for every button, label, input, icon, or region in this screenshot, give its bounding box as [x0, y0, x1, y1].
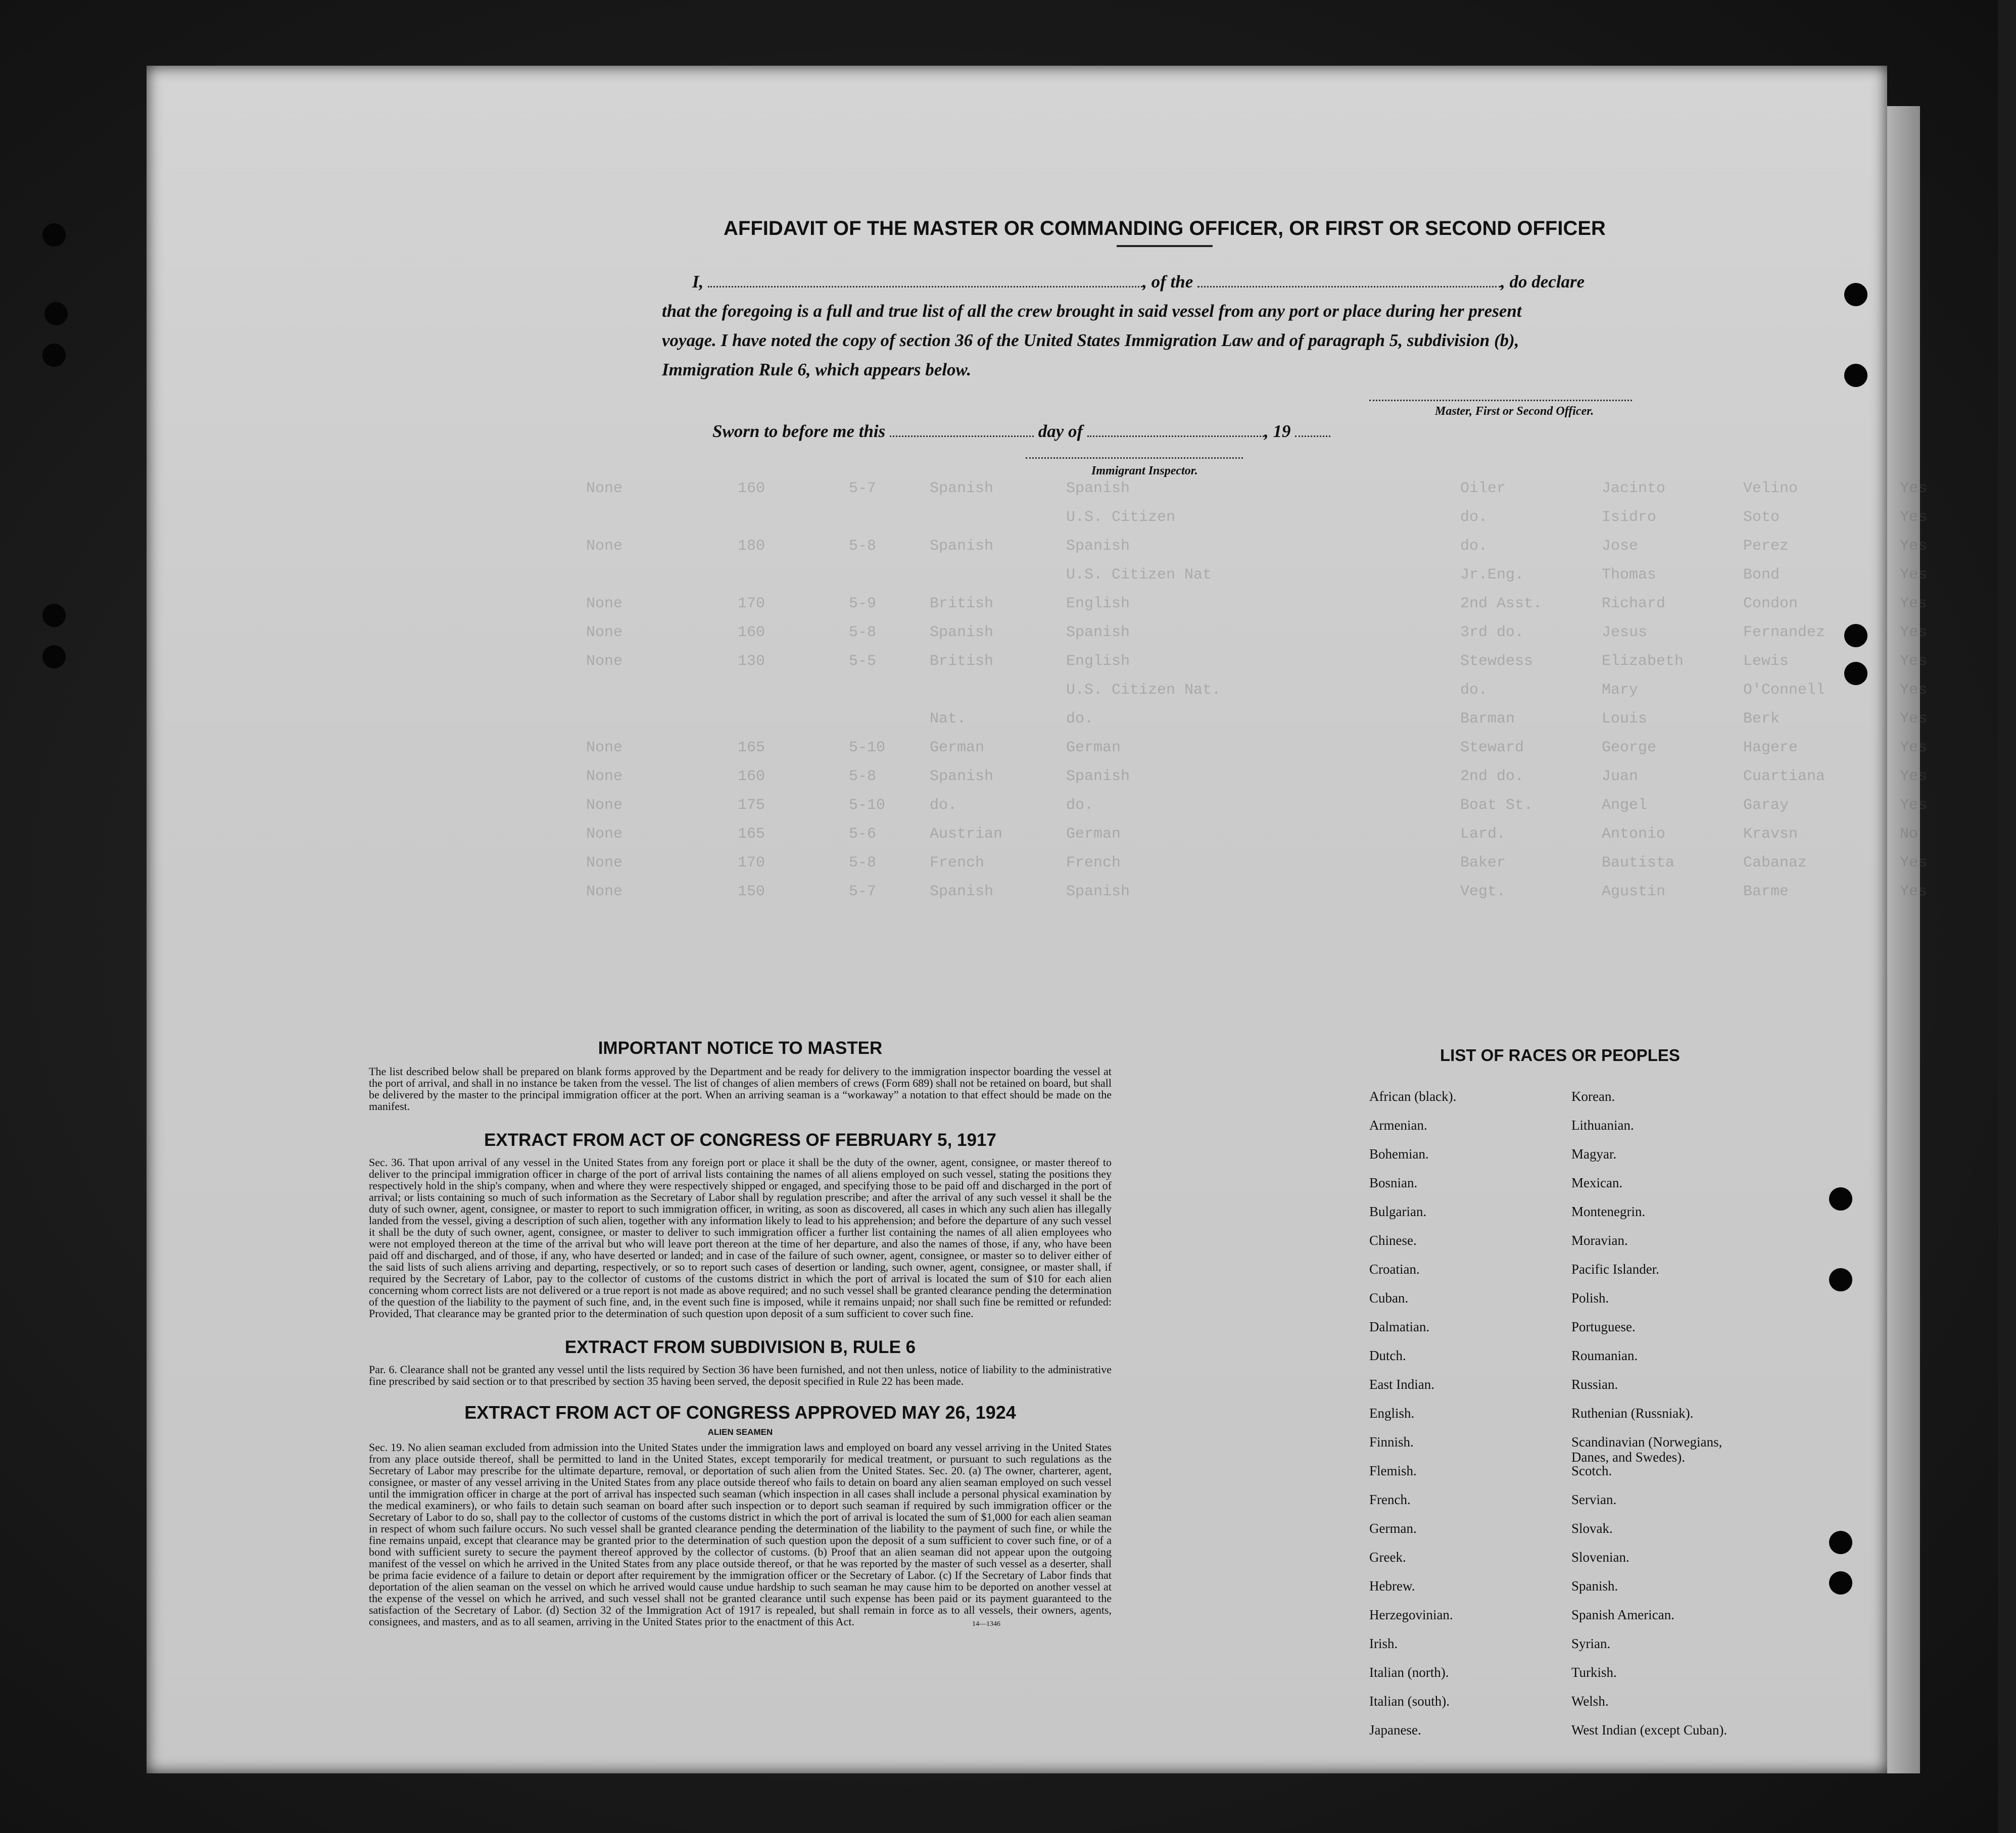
ghost-cell-marks: None — [586, 739, 623, 756]
ghost-cell-nat: Spanish — [1066, 768, 1130, 785]
ghost-cell-nat: do. — [1066, 710, 1094, 728]
race-right-12: Scandinavian (Norwegians, Danes, and Swedes). — [1571, 1434, 1722, 1465]
punch-hole-right-1 — [1844, 283, 1867, 306]
extract-1924-title: EXTRACT FROM ACT OF CONGRESS APPROVED MAY 26, 1924 — [464, 1402, 1016, 1423]
day-of-label: day of — [1038, 421, 1083, 441]
races-title: LIST OF RACES OR PEOPLES — [1440, 1046, 1680, 1065]
race-right-0: Korean. — [1571, 1089, 1615, 1104]
ghost-cell-nat: English — [1066, 653, 1130, 670]
ghost-cell-marks: None — [586, 768, 623, 785]
race-right-3: Mexican. — [1571, 1175, 1623, 1190]
ghost-cell-given: Antonio — [1602, 826, 1666, 843]
ghost-cell-surname: Velino — [1743, 480, 1798, 497]
race-right-11: Ruthenian (Russniak). — [1571, 1406, 1694, 1421]
ghost-cell-surname: Cabanaz — [1743, 854, 1807, 872]
ghost-cell-ht: 5-8 — [849, 624, 877, 641]
ghost-cell-given: Jacinto — [1602, 480, 1666, 497]
form-number: 14—1346 — [972, 1620, 1000, 1628]
race-right-10: Russian. — [1571, 1377, 1618, 1392]
ghost-cell-status: 3rd do. — [1460, 624, 1524, 641]
race-right-18: Spanish American. — [1571, 1607, 1674, 1622]
ghost-cell-status: Stewdess — [1460, 653, 1533, 670]
of-the-label: , of the — [1142, 272, 1193, 292]
race-right-17: Spanish. — [1571, 1578, 1618, 1594]
year-prefix-label: , 19 — [1264, 421, 1291, 441]
ghost-row — [298, 883, 2016, 912]
ghost-cell-surname: Barme — [1743, 883, 1789, 900]
ghost-cell-given: Jose — [1602, 538, 1639, 555]
ghost-cell-nat: German — [1066, 826, 1121, 843]
ghost-cell-surname: Cuartiana — [1743, 768, 1826, 785]
race-right-22: West Indian (except Cuban). — [1571, 1722, 1727, 1738]
race-left-21: Italian (south). — [1369, 1694, 1450, 1709]
ghost-cell-marks: None — [586, 538, 623, 555]
race-right-4: Montenegrin. — [1571, 1204, 1646, 1219]
ghost-cell-status: Baker — [1460, 854, 1506, 872]
race-right-9: Roumanian. — [1571, 1348, 1638, 1363]
ghost-cell-nat: French — [1066, 854, 1121, 872]
punch-hole-left-1 — [42, 223, 66, 247]
ghost-row — [298, 595, 2016, 624]
affidavit-title: AFFIDAVIT OF THE MASTER OR COMMANDING OFFICER, OR FIRST OR SECOND OFFICER — [724, 217, 1606, 239]
ghost-cell-yes: Yes — [1900, 538, 1928, 555]
ghost-cell-surname: Berk — [1743, 710, 1780, 728]
ghost-cell-ht: 5-8 — [849, 768, 877, 785]
ghost-cell-yes: No — [1900, 826, 1918, 843]
ghost-cell-surname: Condon — [1743, 595, 1798, 612]
race-left-17: Hebrew. — [1369, 1578, 1415, 1594]
race-right-8: Portuguese. — [1571, 1319, 1636, 1334]
ghost-row — [298, 768, 2016, 797]
ghost-cell-wt: 130 — [738, 653, 765, 670]
ghost-cell-surname: Lewis — [1743, 653, 1789, 670]
race-left-7: Cuban. — [1369, 1290, 1409, 1306]
inspector-label: Immigrant Inspector. — [1091, 464, 1198, 477]
ghost-cell-status: do. — [1460, 682, 1488, 699]
race-right-13: Scotch. — [1571, 1463, 1612, 1478]
race-left-15: German. — [1369, 1521, 1417, 1536]
ghost-cell-marks: None — [586, 797, 623, 814]
punch-hole-right-5 — [1829, 1187, 1852, 1211]
extract-1917-title: EXTRACT FROM ACT OF CONGRESS OF FEBRUARY 5, 1917 — [484, 1130, 996, 1150]
ghost-cell-yes: Yes — [1900, 653, 1928, 670]
punch-hole-right-8 — [1829, 1571, 1852, 1595]
ghost-cell-nat: do. — [1066, 797, 1094, 814]
sworn-line — [662, 417, 1667, 446]
affidavit-line-2: that the foregoing is a full and true list of all the crew brought in said vessel from any port or place during her present — [662, 301, 1522, 321]
race-left-19: Irish. — [1369, 1636, 1398, 1651]
ghost-row — [298, 624, 2016, 653]
ghost-cell-wt: 180 — [738, 538, 765, 555]
ghost-cell-given: Angel — [1602, 797, 1648, 814]
race-left-14: French. — [1369, 1492, 1411, 1507]
ghost-cell-given: Richard — [1602, 595, 1666, 612]
ghost-cell-ht: 5-9 — [849, 595, 877, 612]
race-left-13: Flemish. — [1369, 1463, 1417, 1478]
ghost-cell-surname: Hagere — [1743, 739, 1798, 756]
race-left-3: Bosnian. — [1369, 1175, 1418, 1190]
ghost-cell-marks: None — [586, 624, 623, 641]
extract-1924-body: Sec. 19. No alien seaman excluded from admission into the United States under the immigration laws and employed on board any vessel arriving in the United States from any place outside thereof, shall be permitted to land in the United States, except temporarily for medical treatment, or pursuant to such regulations as the Secretary of Labor may prescribe for the ultimate departure, removal, or deportation of such alien from the United States. Sec. 20. (a) The owner, charterer, agent, consignee, or master of any vessel arriving in the United States from any place outside thereof who fails to detain on board any alien seaman employed on such vessel until the immigration officer in charge at the port of arrival has inspected such seaman (which inspection in all cases shall include a personal physical examination by the medical examiners), or who fails to detain such seaman on board after such inspection or to deport such seaman if required by such immigration officer or the Secretary of Labor to do so, shall pay to the collector of customs of the customs district in which the port of arrival is located the sum of $1,000 for each alien seaman in respect of whom such failure occurs. No such vessel shall be granted clearance pending the determination of the liability to the payment of such fine, or while the fine remains unpaid, except that clearance may be granted prior to the determination of such question upon the deposit of a sum sufficient to cover such fine, or of a bond with sufficient surety to secure the payment thereof approved by the collector of customs. (b) Proof that an alien seaman did not appear upon the outgoing manifest of the vessel on which he arrived in the United States from any place outside thereof, or that he was reported by the master of such vessel as a deserter, shall be prima facie evidence of a failure to detain or deport after requirement by the immigration officer or the Secretary of Labor. (c) If the Secretary of Labor finds that deportation of the alien seaman on the vessel on which he arrived would cause undue hardship to such seaman he may cause him to be deported on another vessel at the expense of the vessel on which he arrived, and such vessel shall not be granted clearance until such expense has been paid or its payment guaranteed to the satisfaction of the Secretary of Labor. (d) Section 32 of the Immigration Act of 1917 is repealed, but shall remain in force as to all vessels, their owners, agents, consignees, and masters, and as to all seamen, arriving in the United States prior to the enactment of this Act. — [369, 1441, 1112, 1628]
bleed-through-crew-table — [298, 480, 2016, 912]
ghost-cell-nat: U.S. Citizen Nat. — [1066, 682, 1221, 699]
ghost-cell-race: British — [930, 653, 994, 670]
ghost-cell-race: German — [930, 739, 985, 756]
ghost-cell-status: Vegt. — [1460, 883, 1506, 900]
race-right-16: Slovenian. — [1571, 1550, 1629, 1565]
race-left-22: Japanese. — [1369, 1722, 1421, 1738]
ghost-cell-nat: Spanish — [1066, 538, 1130, 555]
race-right-21: Welsh. — [1571, 1694, 1609, 1709]
ghost-cell-wt: 165 — [738, 826, 765, 843]
ghost-cell-marks: None — [586, 595, 623, 612]
affidavit-line-4: Immigration Rule 6, which appears below. — [662, 360, 972, 379]
ghost-cell-ht: 5-5 — [849, 653, 877, 670]
ghost-cell-nat: U.S. Citizen Nat — [1066, 566, 1212, 584]
ghost-cell-given: Thomas — [1602, 566, 1657, 584]
ghost-cell-race: French — [930, 854, 985, 872]
sworn-year-field[interactable] — [1295, 436, 1330, 437]
ghost-cell-yes: Yes — [1900, 854, 1928, 872]
ghost-row — [298, 739, 2016, 768]
race-left-16: Greek. — [1369, 1550, 1406, 1565]
sworn-day-field[interactable] — [890, 436, 1034, 437]
ghost-cell-yes: Yes — [1900, 509, 1928, 526]
ghost-cell-given: Agustin — [1602, 883, 1666, 900]
race-right-19: Syrian. — [1571, 1636, 1611, 1651]
ghost-cell-ht: 5-7 — [849, 480, 877, 497]
punch-hole-left-5 — [42, 645, 66, 668]
ghost-cell-yes: Yes — [1900, 797, 1928, 814]
ghost-cell-race: do. — [930, 797, 957, 814]
ghost-cell-race: Nat. — [930, 710, 967, 728]
race-right-1: Lithuanian. — [1571, 1118, 1634, 1133]
race-left-5: Chinese. — [1369, 1233, 1417, 1248]
ghost-cell-wt: 170 — [738, 854, 765, 872]
ghost-cell-yes: Yes — [1900, 768, 1928, 785]
ghost-cell-yes: Yes — [1900, 595, 1928, 612]
punch-hole-left-4 — [42, 604, 66, 627]
race-left-2: Bohemian. — [1369, 1146, 1429, 1162]
ghost-cell-status: Jr.Eng. — [1460, 566, 1524, 584]
ghost-cell-wt: 160 — [738, 768, 765, 785]
ghost-cell-marks: None — [586, 480, 623, 497]
master-signature-label: Master, First or Second Officer. — [1435, 405, 1594, 418]
sworn-month-field[interactable] — [1087, 436, 1264, 437]
ghost-cell-status: 2nd Asst. — [1460, 595, 1543, 612]
ghost-row — [298, 797, 2016, 826]
ghost-cell-status: Oiler — [1460, 480, 1506, 497]
inspector-signature-line[interactable] — [1026, 457, 1243, 459]
ghost-cell-given: Elizabeth — [1602, 653, 1684, 670]
ghost-cell-surname: Kravsn — [1743, 826, 1798, 843]
ghost-cell-yes: Yes — [1900, 739, 1928, 756]
title-rule — [1117, 245, 1213, 247]
ghost-cell-given: Mary — [1602, 682, 1639, 699]
ghost-cell-yes: Yes — [1900, 624, 1928, 641]
race-left-20: Italian (north). — [1369, 1665, 1449, 1680]
ghost-cell-race: Spanish — [930, 624, 994, 641]
ghost-cell-nat: German — [1066, 739, 1121, 756]
ghost-cell-marks: None — [586, 854, 623, 872]
master-signature-line[interactable] — [1369, 400, 1632, 401]
ghost-cell-marks: None — [586, 883, 623, 900]
affidavit-line-3: voyage. I have noted the copy of section 36 of the United States Immigration Law and of paragraph 5, subdivision (b), — [662, 330, 1519, 350]
ghost-cell-given: Jesus — [1602, 624, 1648, 641]
ghost-cell-wt: 150 — [738, 883, 765, 900]
do-declare-label: , do declare — [1501, 272, 1585, 292]
ghost-cell-surname: Bond — [1743, 566, 1780, 584]
race-left-8: Dalmatian. — [1369, 1319, 1430, 1334]
race-right-20: Turkish. — [1571, 1665, 1617, 1680]
ghost-cell-given: Louis — [1602, 710, 1648, 728]
punch-hole-right-4 — [1844, 662, 1867, 685]
ghost-cell-status: Barman — [1460, 710, 1515, 728]
alien-seamen-subtitle: ALIEN SEAMEN — [707, 1427, 773, 1437]
extract-rule6-title: EXTRACT FROM SUBDIVISION B, RULE 6 — [564, 1337, 916, 1357]
ghost-cell-race: Spanish — [930, 768, 994, 785]
race-right-14: Servian. — [1571, 1492, 1617, 1507]
ghost-cell-nat: U.S. Citizen — [1066, 509, 1176, 526]
ghost-cell-ht: 5-8 — [849, 854, 877, 872]
ghost-cell-surname: Garay — [1743, 797, 1789, 814]
punch-hole-right-6 — [1829, 1268, 1852, 1291]
ghost-cell-marks: None — [586, 653, 623, 670]
ghost-cell-nat: English — [1066, 595, 1130, 612]
race-right-5: Moravian. — [1571, 1233, 1628, 1248]
notices-column — [369, 1038, 1112, 1628]
ghost-cell-nat: Spanish — [1066, 624, 1130, 641]
ghost-cell-given: George — [1602, 739, 1657, 756]
ghost-cell-yes: Yes — [1900, 682, 1928, 699]
ghost-cell-surname: Fernandez — [1743, 624, 1826, 641]
ghost-cell-ht: 5-6 — [849, 826, 877, 843]
ghost-row — [298, 538, 2016, 566]
affidavit-line-1 — [662, 267, 1667, 297]
ghost-cell-race: Austrian — [930, 826, 1003, 843]
race-left-12: Finnish. — [1369, 1434, 1414, 1450]
ghost-cell-ht: 5-8 — [849, 538, 877, 555]
race-left-6: Croatian. — [1369, 1262, 1420, 1277]
race-left-0: African (black). — [1369, 1089, 1457, 1104]
ghost-cell-yes: Yes — [1900, 710, 1928, 728]
ghost-row — [298, 826, 2016, 854]
ghost-cell-ht: 5-7 — [849, 883, 877, 900]
punch-hole-left-3 — [42, 344, 66, 367]
declarant-prefix: I, — [692, 272, 704, 292]
punch-hole-right-3 — [1844, 624, 1867, 647]
ghost-cell-surname: Perez — [1743, 538, 1789, 555]
ghost-row — [298, 566, 2016, 595]
ghost-cell-status: do. — [1460, 538, 1488, 555]
ghost-cell-given: Bautista — [1602, 854, 1675, 872]
ghost-cell-ht: 5-10 — [849, 739, 886, 756]
ghost-cell-wt: 175 — [738, 797, 765, 814]
affidavit-section — [662, 217, 1667, 492]
ghost-cell-status: do. — [1460, 509, 1488, 526]
ghost-row — [298, 710, 2016, 739]
ghost-cell-status: Lard. — [1460, 826, 1506, 843]
ghost-cell-surname: O'Connell — [1743, 682, 1826, 699]
punch-hole-right-7 — [1829, 1531, 1852, 1554]
ghost-cell-status: Steward — [1460, 739, 1524, 756]
race-left-10: East Indian. — [1369, 1377, 1434, 1392]
ghost-row — [298, 854, 2016, 883]
ghost-cell-wt: 165 — [738, 739, 765, 756]
race-left-1: Armenian. — [1369, 1118, 1427, 1133]
ghost-cell-yes: Yes — [1900, 480, 1928, 497]
ghost-cell-yes: Yes — [1900, 566, 1928, 584]
ghost-cell-wt: 160 — [738, 624, 765, 641]
ghost-cell-surname: Soto — [1743, 509, 1780, 526]
declarant-name-field[interactable] — [708, 286, 1142, 287]
ghost-cell-status: 2nd do. — [1460, 768, 1524, 785]
ghost-cell-nat: Spanish — [1066, 480, 1130, 497]
race-right-2: Magyar. — [1571, 1146, 1617, 1162]
ghost-cell-race: Spanish — [930, 883, 994, 900]
punch-hole-left-2 — [44, 302, 68, 325]
notice-title: IMPORTANT NOTICE TO MASTER — [598, 1038, 883, 1058]
race-left-4: Bulgarian. — [1369, 1204, 1427, 1219]
ghost-cell-marks: None — [586, 826, 623, 843]
race-right-6: Pacific Islander. — [1571, 1262, 1659, 1277]
vessel-name-field[interactable] — [1197, 286, 1501, 287]
ghost-cell-yes: Yes — [1900, 883, 1928, 900]
ghost-cell-race: Spanish — [930, 480, 994, 497]
sworn-prefix: Sworn to before me this — [712, 421, 886, 441]
race-left-11: English. — [1369, 1406, 1415, 1421]
race-right-7: Polish. — [1571, 1290, 1609, 1306]
inspector-signature-block — [662, 446, 1667, 492]
ghost-cell-status: Boat St. — [1460, 797, 1533, 814]
extract-rule6-body: Par. 6. Clearance shall not be granted any vessel until the lists required by Section 36 have been furnished, and not then unless, notice of liability to the administrative fine prescribed by said section or to that prescribed by section 35 having been served, the deposit specified in Rule 22 has been made. — [369, 1363, 1112, 1387]
race-right-15: Slovak. — [1571, 1521, 1613, 1536]
ghost-cell-wt: 170 — [738, 595, 765, 612]
ghost-cell-ht: 5-10 — [849, 797, 886, 814]
notice-body: The list described below shall be prepared on blank forms approved by the Department and be ready for delivery to the immigration inspector boarding the vessel at the port of arrival, and shall in no instance be taken from the vessel. The list of changes of alien members of crews (Form 689) shall not be retained on board, but shall be delivered by the master to the principal immigration officer at the port. When an arriving seaman is a “workaway” a notation to that effect should be made on the manifest. — [369, 1065, 1112, 1113]
ghost-cell-wt: 160 — [738, 480, 765, 497]
master-signature-block — [662, 384, 1667, 420]
ghost-cell-nat: Spanish — [1066, 883, 1130, 900]
ghost-cell-given: Juan — [1602, 768, 1639, 785]
race-left-9: Dutch. — [1369, 1348, 1406, 1363]
extract-1917-body: Sec. 36. That upon arrival of any vessel in the United States from any foreign port or place it shall be the duty of the owner, agent, consignee, or master thereof to deliver to the principal immigration officer in charge of the port of arrival lists containing the names of all aliens employed on such vessel, stating the positions they respectively hold in the ship's company, when and where they were respectively shipped or engaged, and specifying those to be paid off and discharged in the port of arrival; or lists containing so much of such information as the Secretary of Labor shall by regulation prescribe; and after the arrival of any such vessel it shall be the duty of such owner, agent, consignee, or master to report to such immigration officer, in writing, as soon as discovered, all cases in which any such alien has illegally landed from the vessel, giving a description of such alien, together with any information likely to lead to his apprehension; and before the departure of any such vessel it shall be the duty of such owner, agent, consignee, or master to deliver to such immigration officer a further list containing the names of all alien employees who were not employed thereon at the time of the arrival but who will leave port thereon at the time of her departure, and also the names of those, if any, who have been paid off and discharged, and of those, if any, who have deserted or landed; and in case of the failure of such owner, agent, consignee, or master so to deliver either of the said lists of such aliens arriving and departing, respectively, or so to report such cases of desertion or landing, such owner, agent, consignee, or master shall, if required by the Secretary of Labor, pay to the collector of customs of the customs district in which the port of arrival is located the sum of $10 for each alien concerning whom correct lists are not delivered or a true report is not made as above required; and no such vessel shall be granted clearance pending the determination of the question of the liability to the payment of such fine, and, in the event such fine is imposed, while it remains unpaid; nor shall such fine be remitted or refunded: Provided, That clearance may be granted prior to the determination of such question upon deposit of a sum sufficient to cover such fine. — [369, 1156, 1112, 1320]
ghost-cell-given: Isidro — [1602, 509, 1657, 526]
race-left-18: Herzegovinian. — [1369, 1607, 1453, 1622]
document-page — [147, 66, 1928, 1773]
ghost-row — [298, 653, 2016, 682]
ghost-cell-race: Spanish — [930, 538, 994, 555]
ghost-row — [298, 682, 2016, 710]
ghost-cell-race: British — [930, 595, 994, 612]
punch-hole-right-2 — [1844, 364, 1867, 387]
ghost-row — [298, 509, 2016, 538]
